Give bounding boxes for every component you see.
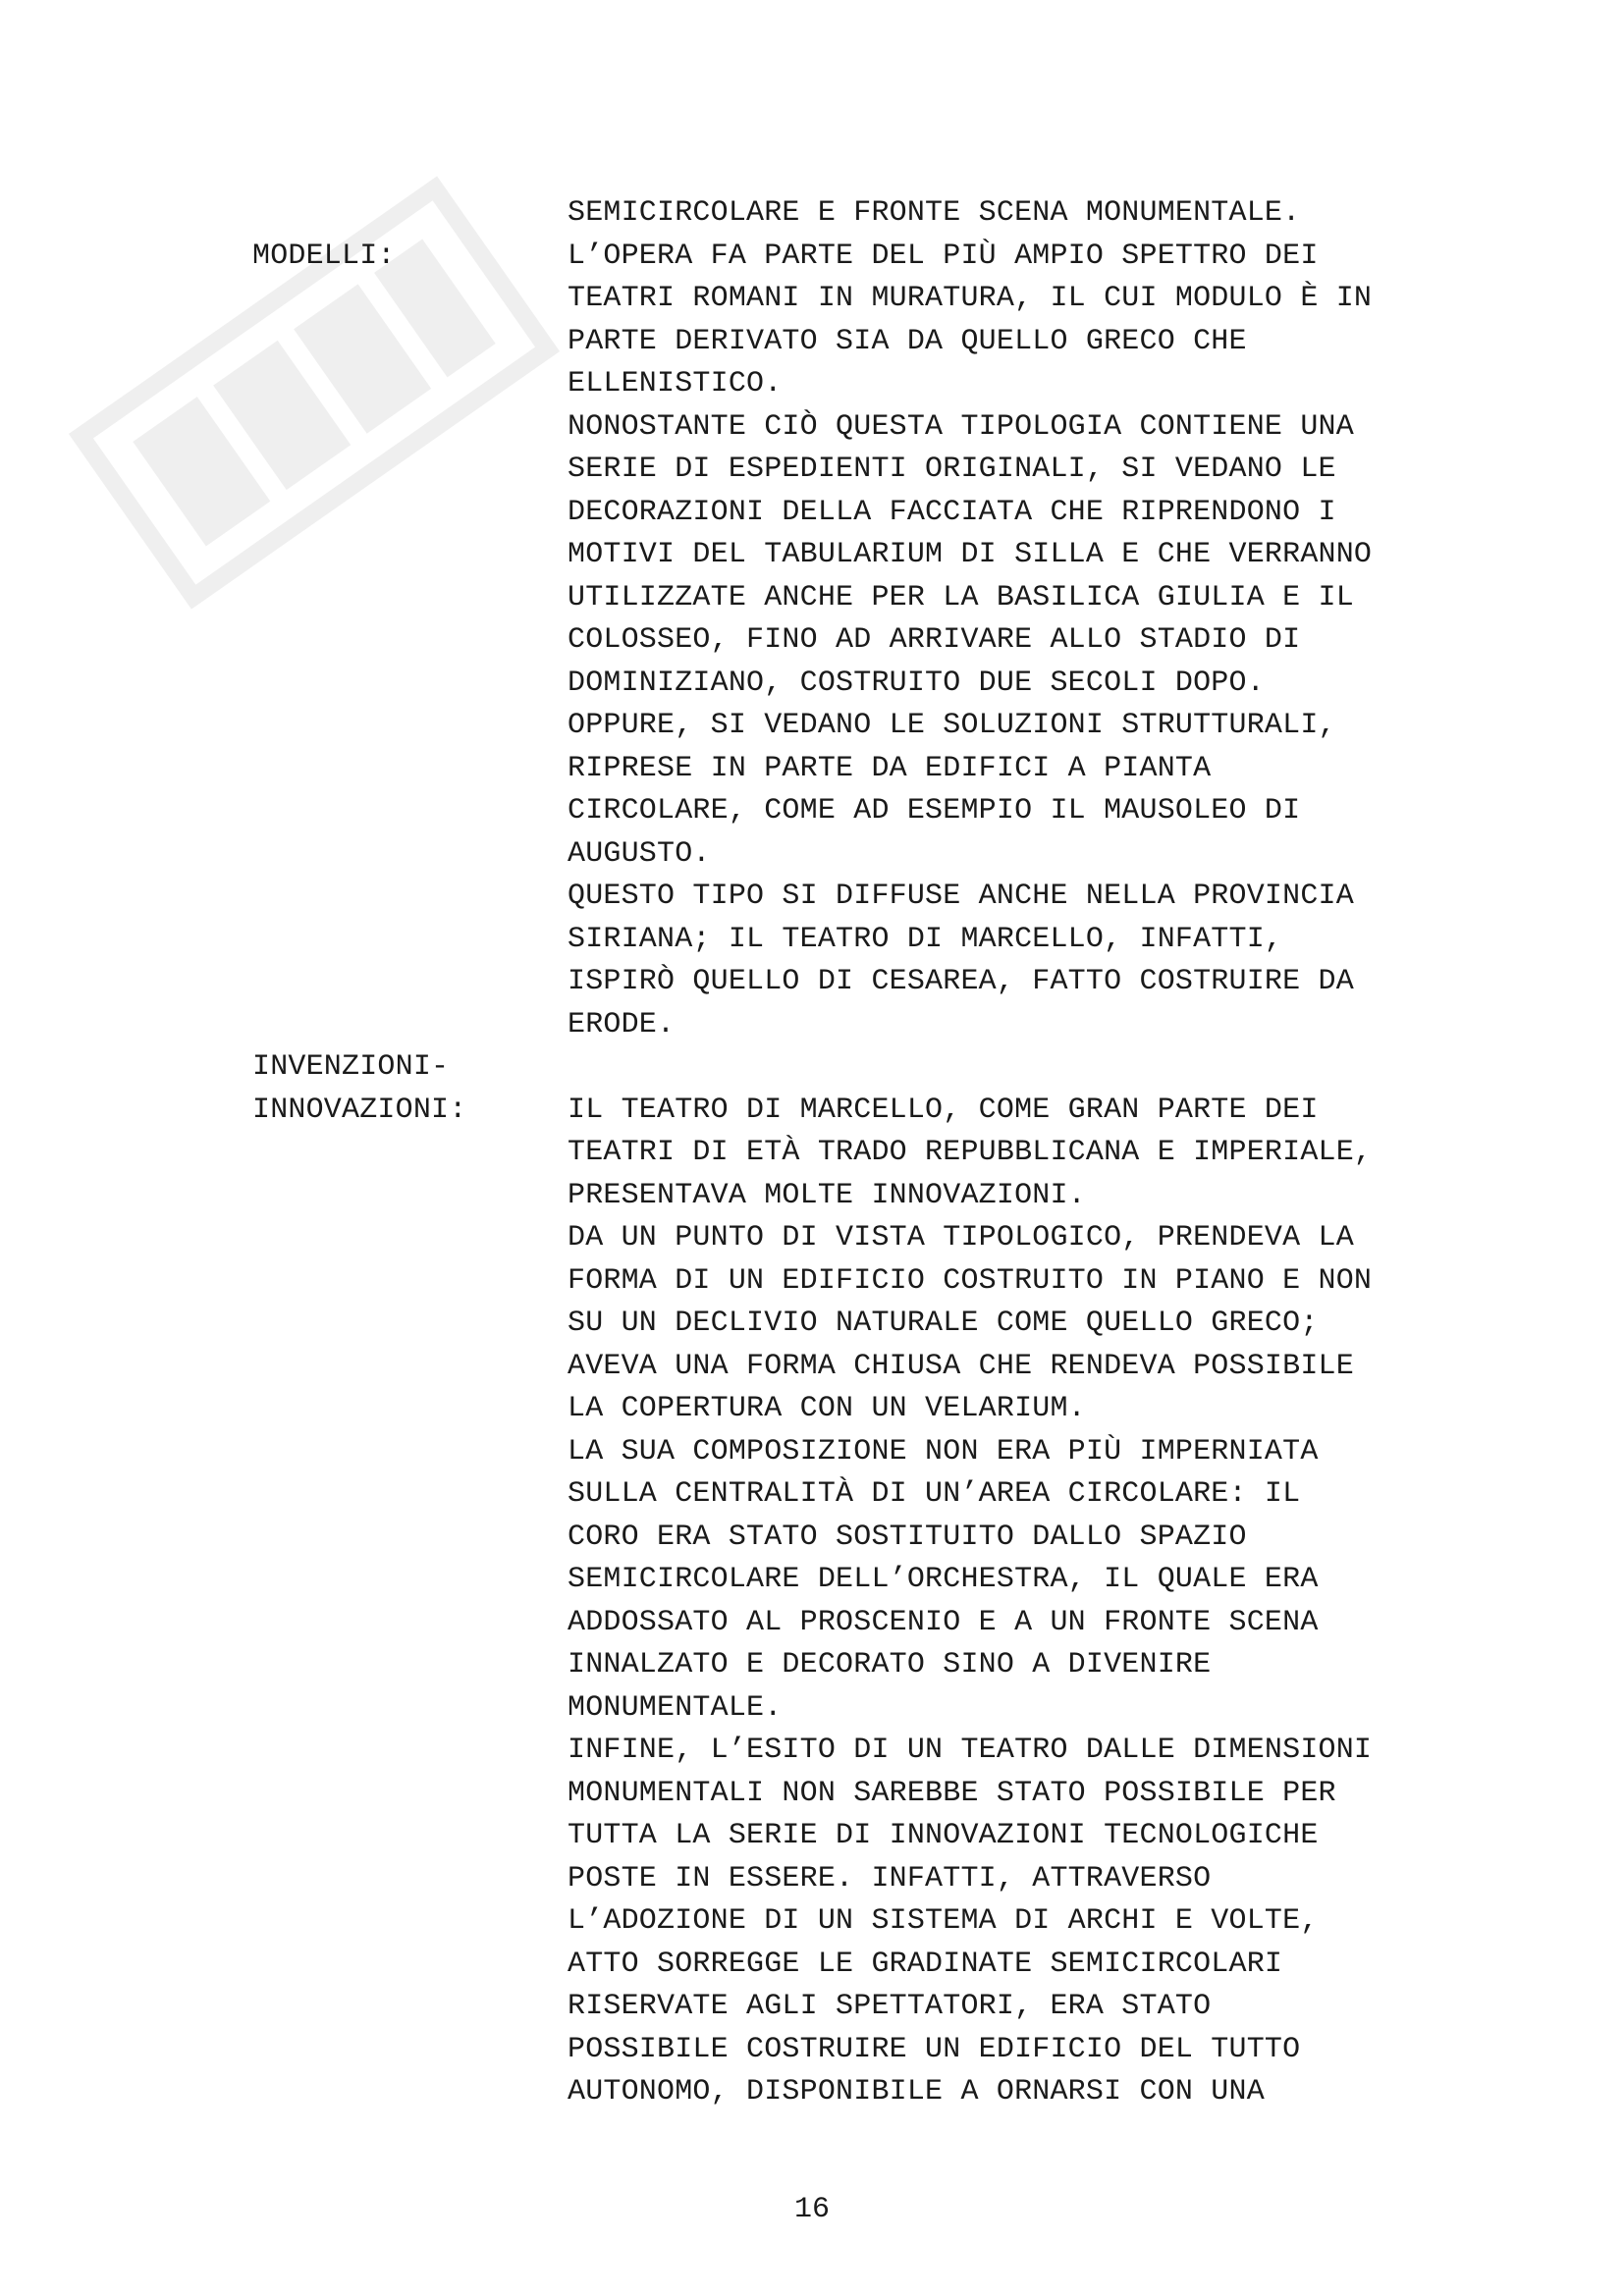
text-line: INNALZATO E DECORATO SINO A DIVENIRE <box>568 1648 1212 1682</box>
text-line: SU UN DECLIVIO NATURALE COME QUELLO GRECO; <box>568 1307 1319 1340</box>
page-number: 16 <box>793 2193 830 2226</box>
text-line: INFINE, L’ESITO DI UN TEATRO DALLE DIMENSIONI <box>568 1734 1373 1767</box>
text-line: ELLENISTICO. <box>568 367 783 400</box>
text-line: MONUMENTALE. <box>568 1690 783 1725</box>
text-line: FORMA DI UN EDIFICIO COSTRUITO IN PIANO E NON <box>568 1263 1373 1298</box>
text-line: ISPIRÒ QUELLO DI CESAREA, FATTO COSTRUIRE DA <box>568 965 1354 998</box>
text-line: PRESENTAVA MOLTE INNOVAZIONI. <box>568 1178 1086 1212</box>
text-line: DA UN PUNTO DI VISTA TIPOLOGICO, PRENDEVA LA <box>568 1221 1354 1255</box>
text-line: PARTE DERIVATO SIA DA QUELLO GRECO CHE <box>568 324 1247 358</box>
text-line: COLOSSEO, FINO AD ARRIVARE ALLO STADIO DI <box>568 623 1301 657</box>
text-line: DECORAZIONI DELLA FACCIATA CHE RIPRENDONO I <box>568 495 1336 529</box>
text-line: ADDOSSATO AL PROSCENIO E A UN FRONTE SCENA <box>568 1605 1319 1639</box>
label-invenzioni: INVENZIONI- <box>252 1050 450 1084</box>
text-line: MOTIVI DEL TABULARIUM DI SILLA E CHE VERRANNO <box>568 538 1373 571</box>
text-line: SEMICIRCOLARE E FRONTE SCENA MONUMENTALE. <box>568 196 1301 230</box>
text-line: SERIE DI ESPEDIENTI ORIGINALI, SI VEDANO LE <box>568 453 1336 486</box>
text-line: TEATRI DI ETÀ TRADO REPUBBLICANA E IMPERIALE, <box>568 1136 1373 1169</box>
body-text-column <box>568 192 1589 2114</box>
text-line: OPPURE, SI VEDANO LE SOLUZIONI STRUTTURALI, <box>568 709 1336 742</box>
text-line: RISERVATE AGLI SPETTATORI, ERA STATO <box>568 1990 1212 2023</box>
text-line: LA COPERTURA CON UN VELARIUM. <box>568 1392 1086 1425</box>
text-line: POSSIBILE COSTRUIRE UN EDIFICIO DEL TUTTO <box>568 2032 1301 2066</box>
text-line: SEMICIRCOLARE DELL’ORCHESTRA, IL QUALE ERA <box>568 1563 1319 1596</box>
text-line: AVEVA UNA FORMA CHIUSA CHE RENDEVA POSSIBILE <box>568 1349 1354 1383</box>
text-line: IL TEATRO DI MARCELLO, COME GRAN PARTE DEI <box>568 1093 1319 1127</box>
text-line: TEATRI ROMANI IN MURATURA, IL CUI MODULO È IN <box>568 282 1373 315</box>
text-line: SULLA CENTRALITÀ DI UN’AREA CIRCOLARE: IL <box>568 1477 1301 1511</box>
text-line: RIPRESE IN PARTE DA EDIFICI A PIANTA <box>568 751 1212 785</box>
blank-line <box>568 1046 1589 1090</box>
text-line: UTILIZZATE ANCHE PER LA BASILICA GIULIA E IL <box>568 580 1354 614</box>
text-line: MONUMENTALI NON SAREBBE STATO POSSIBILE PER <box>568 1776 1336 1810</box>
text-line: L’OPERA FA PARTE DEL PIÙ AMPIO SPETTRO DEI <box>568 239 1319 273</box>
label-innovazioni: INNOVAZIONI: <box>252 1093 467 1127</box>
text-line: LA SUA COMPOSIZIONE NON ERA PIÙ IMPERNIATA <box>568 1434 1319 1468</box>
text-line: SIRIANA; IL TEATRO DI MARCELLO, INFATTI, <box>568 922 1283 956</box>
text-line: ATTO SORREGGE LE GRADINATE SEMICIRCOLARI <box>568 1947 1283 1981</box>
text-line: L’ADOZIONE DI UN SISTEMA DI ARCHI E VOLTE, <box>568 1904 1319 1938</box>
text-line: NONOSTANTE CIÒ QUESTA TIPOLOGIA CONTIENE UNA <box>568 409 1354 444</box>
text-line: AUTONOMO, DISPONIBILE A ORNARSI CON UNA <box>568 2075 1265 2109</box>
text-line: ERODE. <box>568 1007 676 1041</box>
label-modelli: MODELLI: <box>252 239 396 273</box>
text-line: POSTE IN ESSERE. INFATTI, ATTRAVERSO <box>568 1861 1212 1896</box>
text-line: CIRCOLARE, COME AD ESEMPIO IL MAUSOLEO DI <box>568 794 1301 828</box>
text-line: DOMINIZIANO, COSTRUITO DUE SECOLI DOPO. <box>568 666 1265 700</box>
text-line: CORO ERA STATO SOSTITUITO DALLO SPAZIO <box>568 1520 1247 1554</box>
text-line: TUTTA LA SERIE DI INNOVAZIONI TECNOLOGICHE <box>568 1819 1319 1852</box>
text-line: QUESTO TIPO SI DIFFUSE ANCHE NELLA PROVINCIA <box>568 880 1354 913</box>
text-line: AUGUSTO. <box>568 836 711 871</box>
